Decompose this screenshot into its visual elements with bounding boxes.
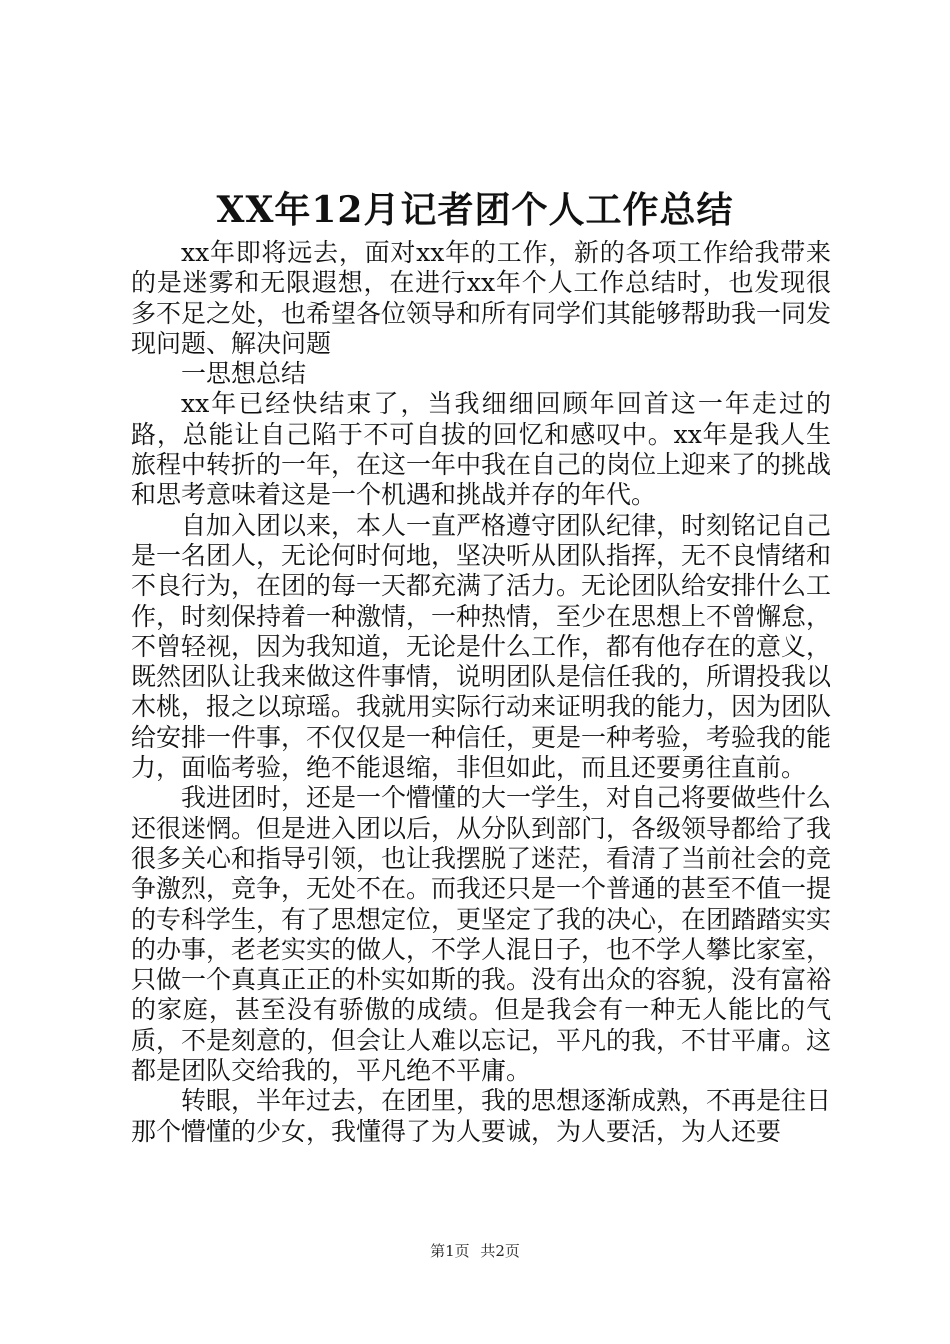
paragraph-half-year: 转眼，半年过去，在团里，我的思想逐渐成熟，不再是往日那个懵懂的少女，我懂得了为人要诚，为人要活，为人还要 — [131, 1086, 832, 1146]
page-number: 第1页 — [430, 1242, 470, 1260]
document-title: XX年12月记者团个人工作总结 — [216, 189, 734, 231]
paragraph-intro: xx年即将远去，面对xx年的工作，新的各项工作给我带来的是迷雾和无限遐想，在进行xx年个人工作总结时，也发现很多不足之处，也希望各位领导和所有同学们其能够帮助我一同发现问题、解决问题 — [131, 238, 832, 358]
paragraph-summary: xx年已经快结束了，当我细细回顾年回首这一年走过的路，总能让自己陷于不可自拔的回忆和感叹中。xx年是我人生旅程中转折的一年，在这一年中我在自己的岗位上迎来了的挑战和思考意味着这是一个机遇和挑战并存的年代。 — [131, 389, 832, 510]
document-body — [131, 238, 831, 1147]
page-footer — [0, 1240, 950, 1262]
section-heading: 一思想总结 — [181, 359, 307, 389]
paragraph-freshman: 我进团时，还是一个懵懂的大一学生，对自己将要做些什么还很迷惘。但是进入团以后，从分队到部门，各级领导都给了我很多关心和指导引领，也让我摆脱了迷茫，看清了当前社会的竞争激烈，竞争，无处不在。而我还只是一个普通的甚至不值一提的专科学生，有了思想定位，更坚定了我的决心，在团踏踏实实的办事，老老实实的做人，不学人混日子，也不学人攀比家室，只做一个真真正正的朴实如斯的我。没有出众的容貌，没有富裕的家庭，甚至没有骄傲的成绩。但是我会有一种无人能比的气质，不是刻意的，但会让人难以忘记，平凡的我，不甘平庸。这都是团队交给我的，平凡绝不平庸。 — [131, 783, 832, 1086]
paragraph-joining: 自加入团以来，本人一直严格遵守团队纪律，时刻铭记自己是一名团人，无论何时何地，坚决听从团队指挥，无不良情绪和不良行为，在团的每一天都充满了活力。无论团队给安排什么工作，时刻保持着一种激情，一种热情，至少在思想上不曾懈怠，不曾轻视，因为我知道，无论是什么工作，都有他存在的意义，既然团队让我来做这件事情，说明团队是信任我的，所谓投我以木桃，报之以琼瑶。我就用实际行动来证明我的能力，因为团队给安排一件事，不仅仅是一种信任，更是一种考验，考验我的能力，面临考验，绝不能退缩，非但如此，而且还要勇往直前。 — [131, 510, 832, 783]
page-total: 共2页 — [480, 1242, 520, 1260]
